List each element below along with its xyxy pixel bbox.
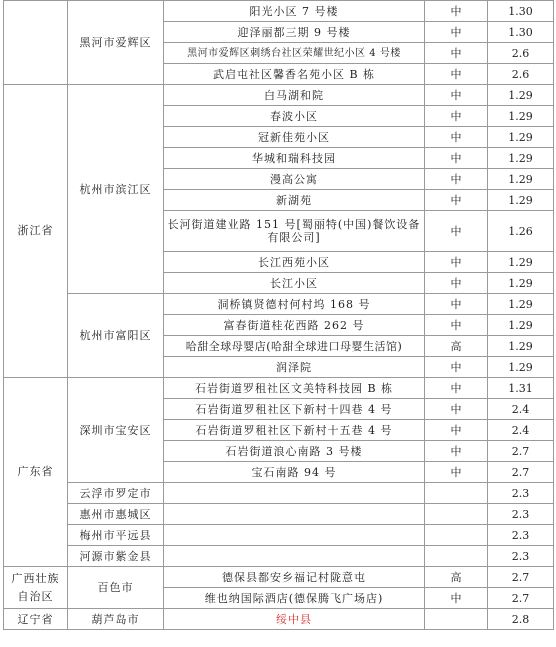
area-cell: 冠新佳苑小区 [164, 127, 425, 148]
risk-level-cell: 中 [425, 85, 488, 106]
date-cell: 1.29 [488, 169, 554, 190]
area-cell: 春波小区 [164, 106, 425, 127]
date-cell: 1.29 [488, 315, 554, 336]
risk-level-cell: 中 [425, 588, 488, 609]
date-cell: 1.29 [488, 106, 554, 127]
risk-area-table [3, 0, 554, 630]
area-cell: 维也纳国际酒店(德保腾飞广场店) [164, 588, 425, 609]
risk-level-cell: 中 [425, 64, 488, 85]
area-cell: 润泽院 [164, 357, 425, 378]
risk-level-cell [425, 525, 488, 546]
risk-level-cell: 中 [425, 252, 488, 273]
table-row [4, 567, 554, 588]
risk-level-cell: 中 [425, 420, 488, 441]
city-cell: 杭州市滨江区 [68, 85, 164, 294]
area-cell: 宝石南路 94 号 [164, 462, 425, 483]
area-cell: 长河街道建业路 151 号[蜀丽特(中国)餐饮设备有限公司] [164, 211, 425, 252]
risk-level-cell: 中 [425, 378, 488, 399]
area-cell: 新湖苑 [164, 190, 425, 211]
date-cell: 2.4 [488, 420, 554, 441]
risk-level-cell: 中 [425, 43, 488, 64]
date-cell: 2.3 [488, 546, 554, 567]
city-cell: 梅州市平远县 [68, 525, 164, 546]
area-cell: 迎泽丽都三期 9 号楼 [164, 22, 425, 43]
risk-level-cell: 中 [425, 399, 488, 420]
risk-level-cell: 中 [425, 315, 488, 336]
city-cell: 葫芦岛市 [68, 609, 164, 630]
area-cell [164, 483, 425, 504]
city-cell: 云浮市罗定市 [68, 483, 164, 504]
risk-level-cell: 中 [425, 273, 488, 294]
date-cell: 1.30 [488, 22, 554, 43]
date-cell: 2.4 [488, 399, 554, 420]
area-cell: 长江小区 [164, 273, 425, 294]
risk-level-cell: 中 [425, 127, 488, 148]
risk-level-cell: 中 [425, 190, 488, 211]
province-cell: 广东省 [4, 378, 68, 567]
date-cell: 2.6 [488, 43, 554, 64]
area-cell: 德保县都安乡福记村陇意屯 [164, 567, 425, 588]
area-cell: 富春街道桂花西路 262 号 [164, 315, 425, 336]
date-cell: 2.6 [488, 64, 554, 85]
table-row [4, 1, 554, 22]
risk-level-cell: 中 [425, 106, 488, 127]
area-cell [164, 504, 425, 525]
date-cell: 1.29 [488, 85, 554, 106]
table-row [4, 483, 554, 504]
area-cell: 漫高公寓 [164, 169, 425, 190]
date-cell: 1.31 [488, 378, 554, 399]
date-cell: 1.30 [488, 1, 554, 22]
date-cell: 1.29 [488, 148, 554, 169]
date-cell: 2.3 [488, 483, 554, 504]
date-cell: 1.29 [488, 127, 554, 148]
table-row [4, 609, 554, 630]
province-cell [4, 1, 68, 85]
date-cell: 2.3 [488, 504, 554, 525]
date-cell: 1.29 [488, 190, 554, 211]
city-cell: 百色市 [68, 567, 164, 609]
area-cell: 黑河市爱辉区刺绣台社区荣耀世纪小区 4 号楼 [164, 43, 425, 64]
province-cell: 浙江省 [4, 85, 68, 378]
risk-level-cell: 中 [425, 148, 488, 169]
table-row [4, 378, 554, 399]
date-cell: 1.29 [488, 336, 554, 357]
risk-level-cell [425, 483, 488, 504]
date-cell: 1.26 [488, 211, 554, 252]
city-cell: 河源市紫金县 [68, 546, 164, 567]
province-cell: 辽宁省 [4, 609, 68, 630]
risk-level-cell: 中 [425, 211, 488, 252]
date-cell: 2.8 [488, 609, 554, 630]
area-cell: 长江西苑小区 [164, 252, 425, 273]
risk-level-cell: 中 [425, 169, 488, 190]
city-cell: 黑河市爱辉区 [68, 1, 164, 85]
area-cell: 石岩街道罗租社区文美特科技园 B 栋 [164, 378, 425, 399]
risk-level-cell [425, 546, 488, 567]
risk-level-cell [425, 609, 488, 630]
area-cell [164, 546, 425, 567]
risk-level-cell: 中 [425, 357, 488, 378]
area-cell: 武启屯社区馨香名苑小区 B 栋 [164, 64, 425, 85]
date-cell: 2.3 [488, 525, 554, 546]
area-cell: 洞桥镇贤德村何村坞 168 号 [164, 294, 425, 315]
risk-level-cell: 中 [425, 22, 488, 43]
date-cell: 2.7 [488, 441, 554, 462]
date-cell: 2.7 [488, 588, 554, 609]
risk-level-cell: 中 [425, 462, 488, 483]
area-cell: 石岩街道罗租社区下新村十四巷 4 号 [164, 399, 425, 420]
city-cell: 杭州市富阳区 [68, 294, 164, 378]
date-cell: 1.29 [488, 252, 554, 273]
table-row [4, 504, 554, 525]
risk-level-cell: 中 [425, 294, 488, 315]
province-cell: 广西壮族自治区 [4, 567, 68, 609]
city-cell: 深圳市宝安区 [68, 378, 164, 483]
area-cell: 石岩街道罗租社区下新村十五巷 4 号 [164, 420, 425, 441]
date-cell: 1.29 [488, 273, 554, 294]
table-row [4, 525, 554, 546]
date-cell: 1.29 [488, 294, 554, 315]
area-cell: 阳光小区 7 号楼 [164, 1, 425, 22]
risk-level-cell: 高 [425, 567, 488, 588]
area-cell: 华城和瑞科技园 [164, 148, 425, 169]
area-cell: 哈甜全球母婴店(哈甜全球进口母婴生活馆) [164, 336, 425, 357]
risk-level-cell [425, 504, 488, 525]
area-cell [164, 525, 425, 546]
area-cell: 白马湖和院 [164, 85, 425, 106]
city-cell: 惠州市惠城区 [68, 504, 164, 525]
date-cell: 1.29 [488, 357, 554, 378]
date-cell: 2.7 [488, 462, 554, 483]
risk-level-cell: 高 [425, 336, 488, 357]
area-cell: 石岩街道浪心南路 3 号楼 [164, 441, 425, 462]
table-row [4, 294, 554, 315]
area-cell: 绥中县 [164, 609, 425, 630]
date-cell: 2.7 [488, 567, 554, 588]
risk-level-cell: 中 [425, 441, 488, 462]
risk-level-cell: 中 [425, 1, 488, 22]
table-row [4, 546, 554, 567]
table-row [4, 85, 554, 106]
